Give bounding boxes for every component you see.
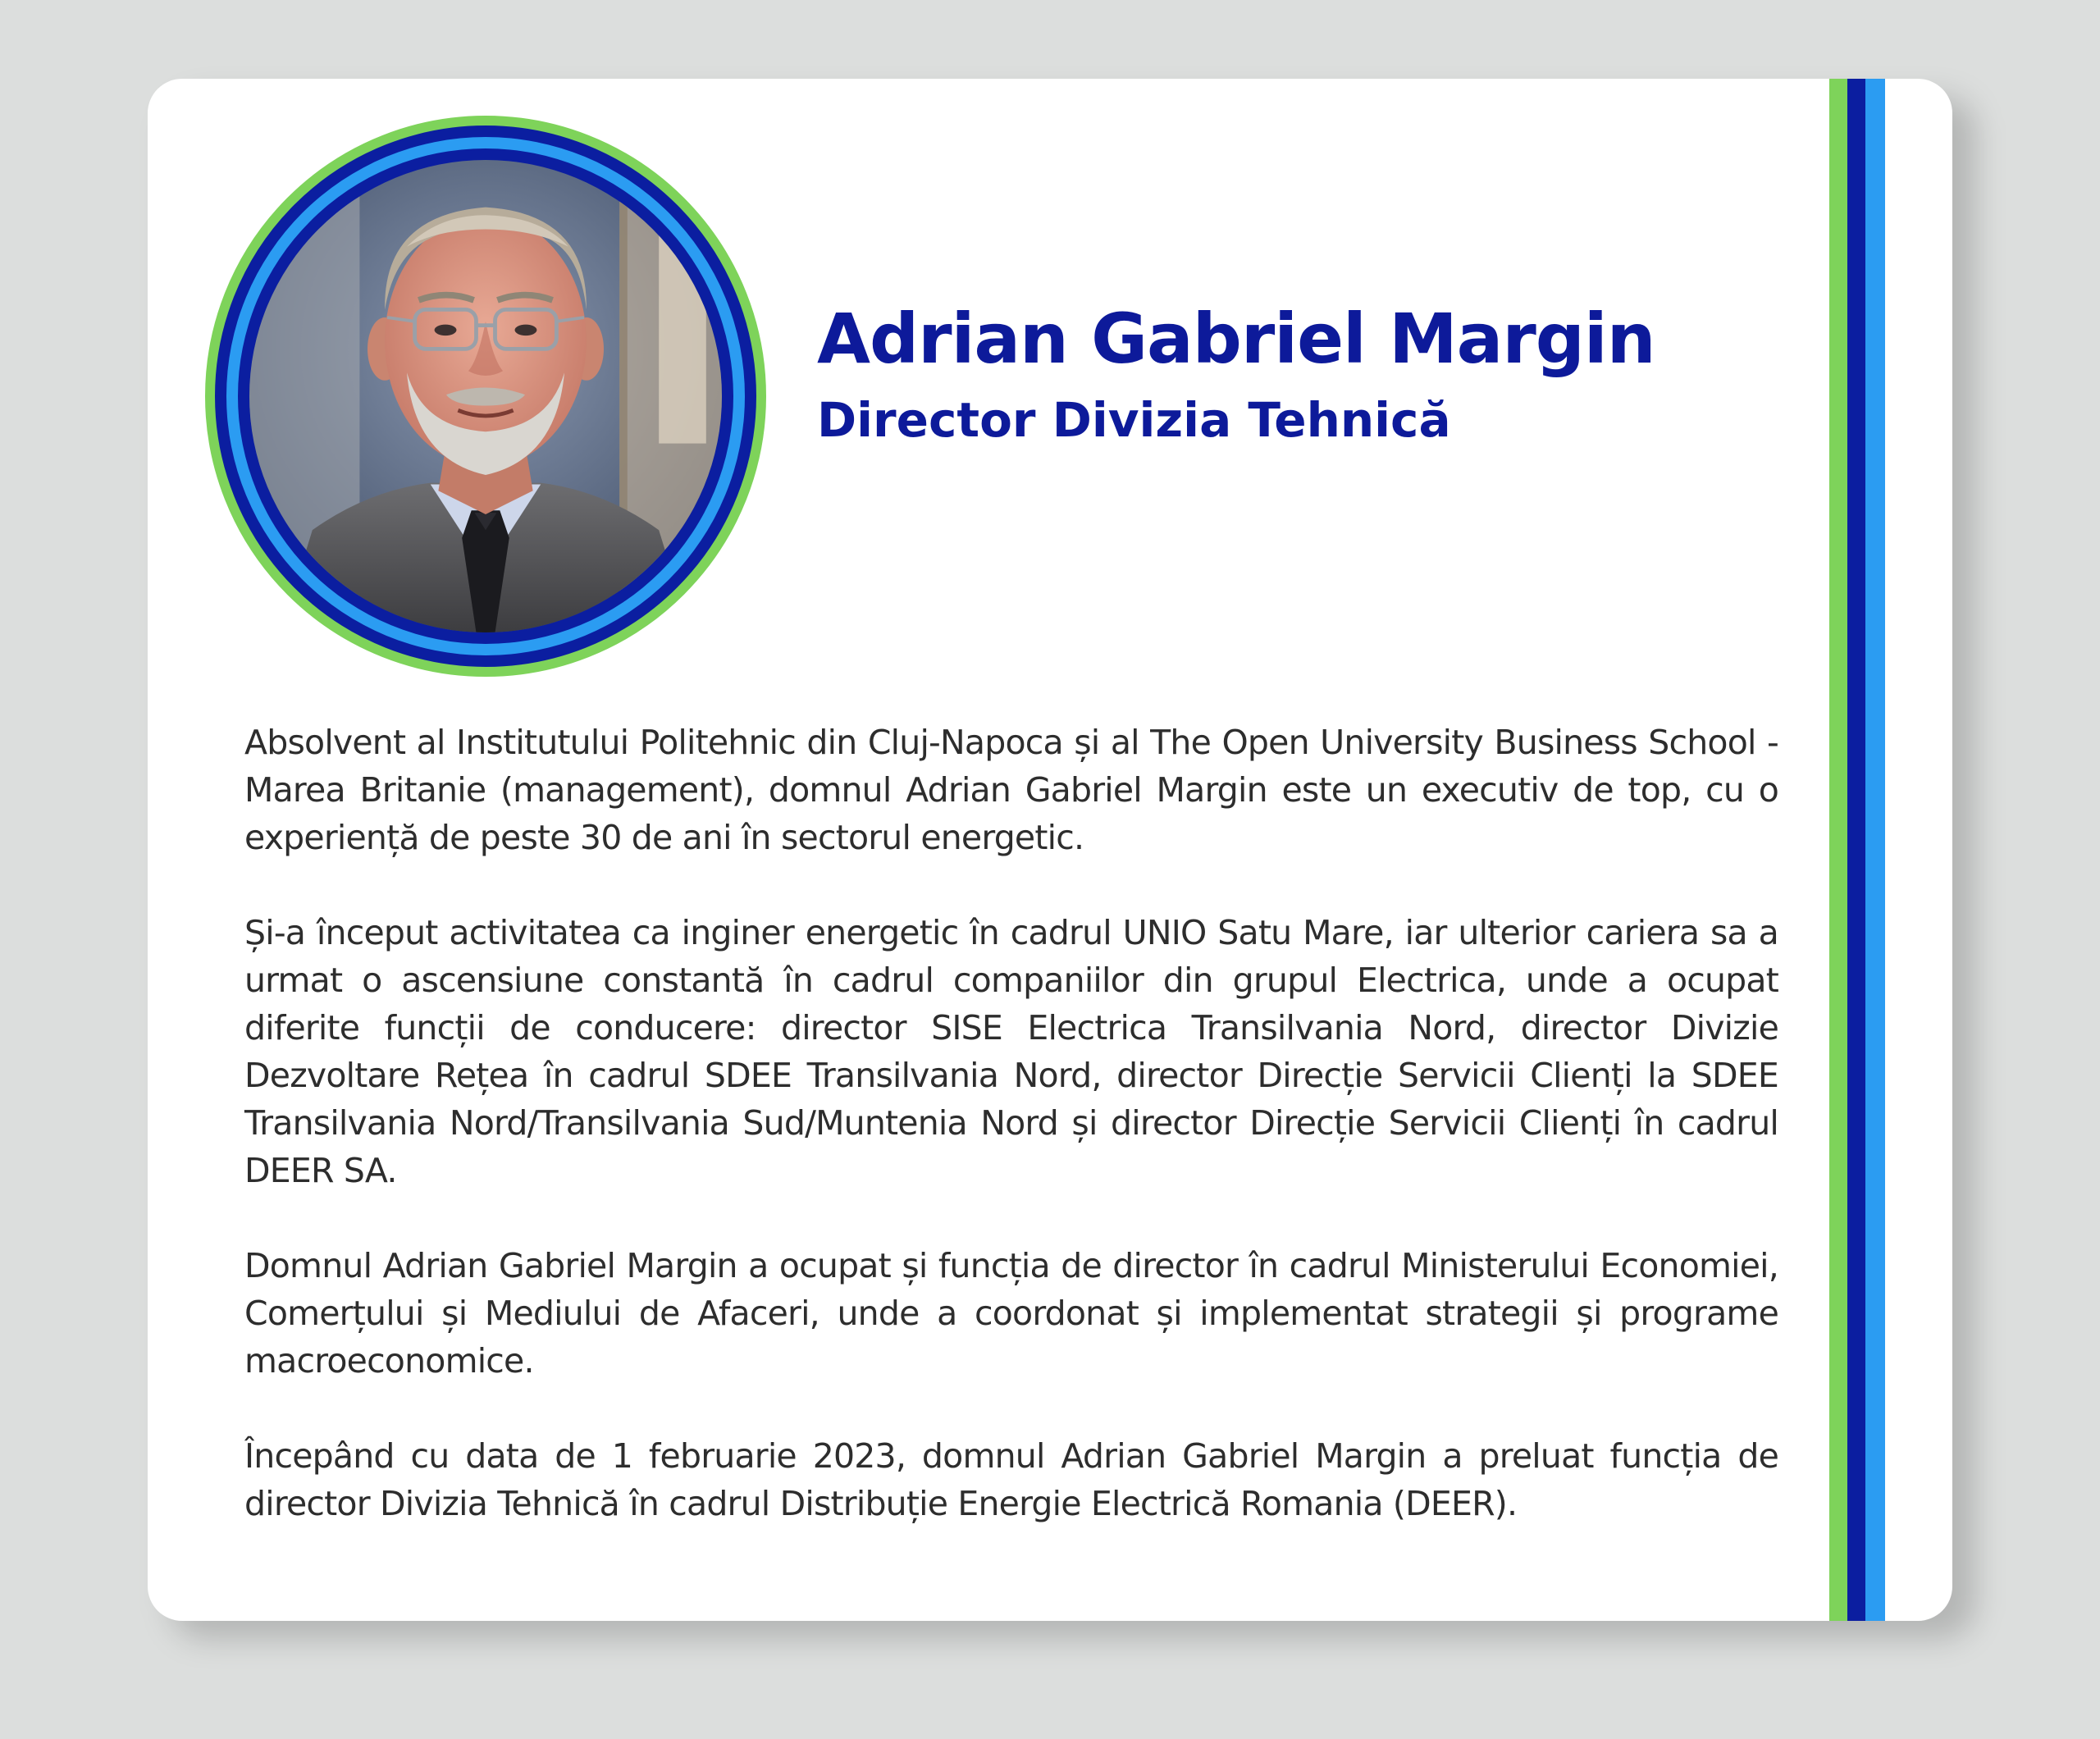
biography [244, 719, 1778, 1575]
bio-paragraph: Începând cu data de 1 februarie 2023, domnul Adrian Gabriel Margin a preluat funcția de director Divizia Tehnică în cadrul Distribuție Energie Electrică Romania (DEER). [244, 1436, 1778, 1523]
portrait-frame [205, 116, 766, 677]
bio-paragraph: Și-a început activitatea ca inginer energetic în cadrul UNIO Satu Mare, iar ulterior cariera sa a urmat o ascensiune constantă în cadrul companiilor din grupul Electrica, unde a ocupat diferite funcții de conducere: director SISE Electrica Transilvania Nord, director Divizie Dezvoltare Rețea în cadrul SDEE Transilvania Nord, director Direcție Servicii Clienți la SDEE Transilvania Nord/Transilvania Sud/Muntenia Nord și director Direcție Servicii Clienți în cadrul DEER SA. [244, 913, 1778, 1190]
person-title: Director Divizia Tehnică [817, 392, 1451, 448]
portrait-illustration [249, 160, 722, 632]
bio-paragraph: Domnul Adrian Gabriel Margin a ocupat și funcția de director în cadrul Ministerului Economiei, Comerțului și Mediului de Afaceri, unde a coordonat și implementat strategii și programe macroeconomice. [244, 1246, 1778, 1381]
portrait-photo [249, 160, 722, 632]
bio-paragraph: Absolvent al Institutului Politehnic din Cluj-Napoca și al The Open University Business School - Marea Britanie (management), domnul Adrian Gabriel Margin este un executiv de top, cu o experiență de peste 30 de ani în sectorul energetic. [244, 723, 1778, 857]
person-name: Adrian Gabriel Margin [817, 299, 1655, 379]
stripe-green [1829, 79, 1847, 1621]
accent-stripes [1829, 79, 1885, 1621]
stripe-sky [1865, 79, 1885, 1621]
profile-card [148, 79, 1952, 1621]
stripe-navy [1847, 79, 1865, 1621]
